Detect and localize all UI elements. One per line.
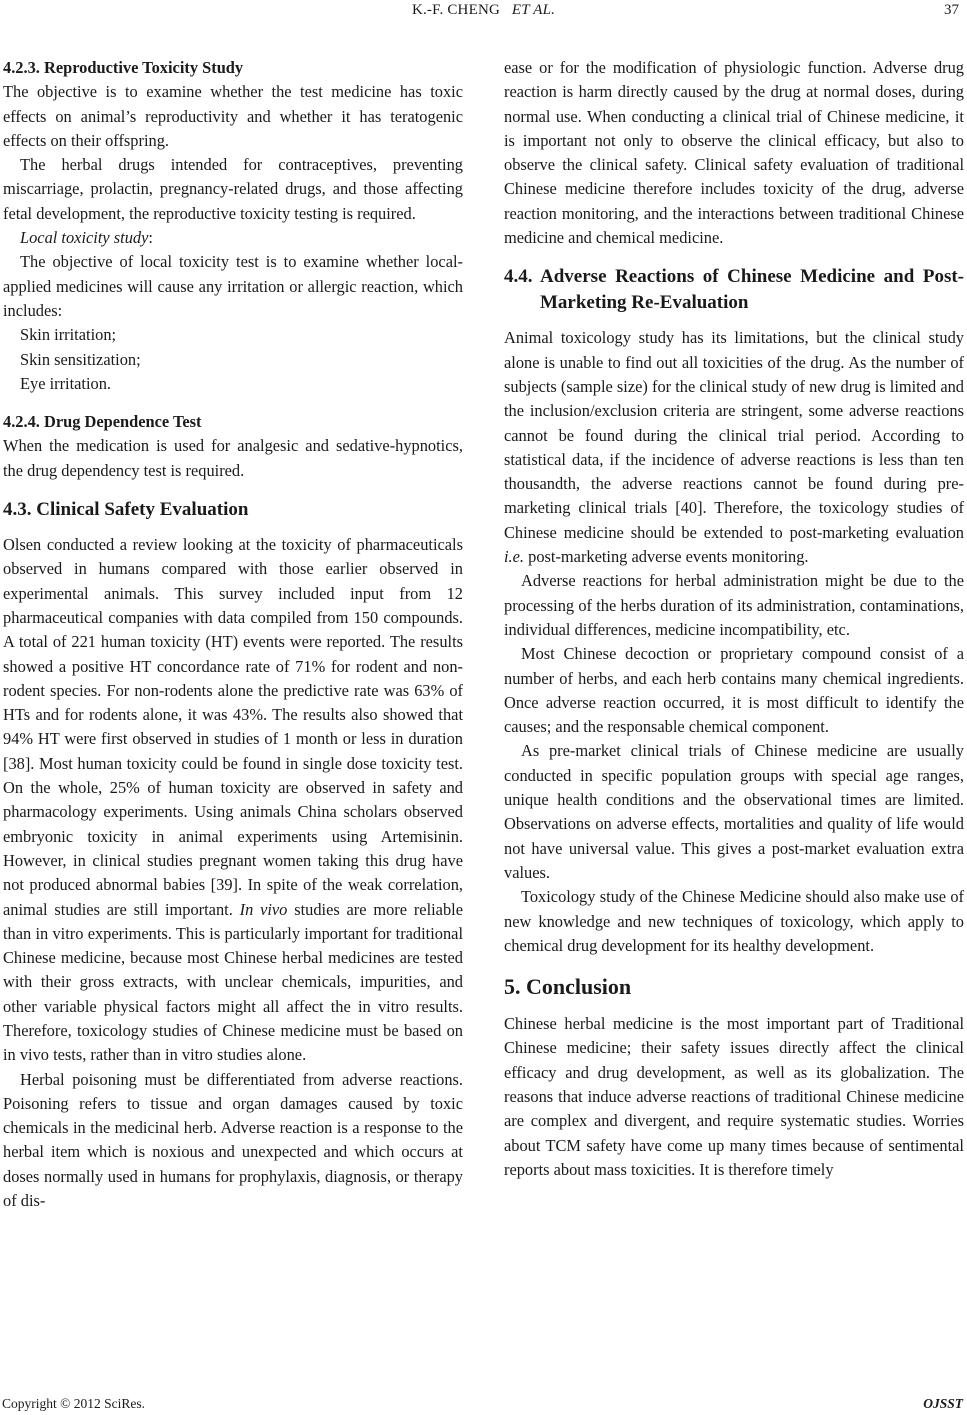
paragraph: The objective of local toxicity test is to examine whether local-applied medicines will cause any irritation or allergic reaction, which includes:: [3, 252, 463, 320]
paragraph: The herbal drugs intended for contraceptives, preventing miscarriage, prolactin, pregnancy-related drugs, and those affecting fetal development, the reproductive toxicity testing is required.: [3, 155, 463, 223]
heading-4-2-4: 4.2.4. Drug Dependence Test: [3, 412, 202, 432]
author-etal: ET AL.: [511, 2, 556, 18]
paragraph: As pre-market clinical trials of Chinese medicine are usually conducted in specific population groups with special age ranges, unique health conditions and the observational times are limited. Observations on adverse effects, mortalities and quality of life would not have universal value. This gives a post-market evaluation extra values.: [504, 741, 964, 882]
left-column: [3, 56, 463, 1213]
paragraph: The objective is to examine whether the test medicine has toxic effects on animal’s reproductivity and whether it has teratogenic effects on their offspring.: [3, 82, 463, 150]
list-item: Skin irritation;: [20, 325, 117, 345]
heading-4-3: 4.3. Clinical Safety Evaluation: [3, 499, 249, 521]
paragraph: Chinese herbal medicine is the most important part of Traditional Chinese medicine; their safety issues directly affect the clinical efficacy and drug development, as well as its globalization. The reasons that induce adverse reactions of traditional Chinese medicine are complex and divergent, and require systematic studies. Worries about TCM safety have come up many times because of sentimental reports about mass toxicities. It is therefore timely: [504, 1014, 964, 1179]
colon: :: [148, 228, 153, 248]
ie: i.e.: [504, 547, 525, 567]
local-toxicity-label: [3, 226, 463, 250]
heading-4-4: 4.4. Adverse Reactions of Chinese Medicine and Post-Marketing Re-Evaluation: [504, 266, 964, 314]
author-prefix: K.-F. CHENG: [411, 2, 501, 18]
journal-name: OJSST: [923, 1396, 963, 1411]
text: studies are more reliable than in vitro experiments. This is particularly important for traditional Chinese medicine, because most Chinese herbal medicines are tested with their gross extracts, with unclear chemicals, impurities, and other variable physical factors might all affect the in vitro results. Therefore, toxicology studies of Chinese medicine must be based on in vivo tests, rather than in vitro studies alone.: [3, 899, 463, 1065]
paragraph: ease or for the modification of physiologic function. Adverse drug reaction is harm directly caused by the drug at normal doses, during normal use. When conducting a clinical trial of Chinese medicine, it is important not only to observe the clinical efficacy, but also to observe the clinical safety. Clinical safety evaluation of traditional Chinese medicine therefore includes toxicity of the drug, adverse reaction monitoring, and the interactions between traditional Chinese medicine and chemical medicine.: [504, 58, 964, 248]
paragraph: Toxicology study of the Chinese Medicine should also make use of new knowledge and new techniques of toxicology, which apply to chemical drug development for its healthy development.: [504, 887, 964, 955]
list-item: Eye irritation.: [20, 373, 112, 393]
right-column: [504, 56, 964, 1182]
paragraph: [3, 533, 463, 1068]
local-toxicity-title: Local toxicity study: [20, 228, 149, 248]
paragraph: [504, 326, 964, 569]
heading-4-2-3: 4.2.3. Reproductive Toxicity Study: [3, 58, 244, 77]
running-title: [0, 2, 967, 19]
paragraph: When the medication is used for analgesic and sedative-hypnotics, the drug dependency test is required.: [3, 436, 463, 480]
text: post-marketing adverse events monitoring.: [528, 547, 809, 567]
page-number: 37: [944, 2, 959, 18]
in-vivo: In vivo: [239, 899, 288, 919]
copyright: Copyright © 2012 SciRes.: [2, 1396, 146, 1411]
text: Olsen conducted a review looking at the toxicity of pharmaceuticals observed in humans compared with those earlier observed in experimental animals. This survey included input from 12 pharmaceutical companies with data compiled from 150 compounds. A total of 221 human toxicity (HT) events were reported. The results showed a positive HT concordance rate of 71% for rodent and non-rodent species. For non-rodents alone the predictive rate was 63% of HTs and for rodents alone, it was 43%. The results also showed that 94% HT were first observed in studies of 1 month or less in duration [38]. Most human toxicity could be found in single dose toxicity test. On the whole, 25% of human toxicity are observed in safety and pharmacology experiments. Using animals China scholars observed embryonic toxicity in animal experiments using Artemisinin. However, in clinical studies pregnant women taking this drug have not produced abnormal babies [39]. In spite of the weak correlation, animal studies are still important.: [3, 535, 463, 919]
running-header: [0, 0, 967, 28]
text: Animal toxicology study has its limitations, but the clinical study alone is unable to find out all toxicities of the drug. As the number of subjects (sample size) for the clinical study of new drug is limited and the inclusion/exclusion criteria are stringent, some adverse reactions cannot be found during the clinical trial period. According to statistical data, if the incidence of adverse reactions is less than ten thousandth, the adverse reactions cannot be found during pre-marketing clinical trials [40]. Therefore, the toxicology studies of Chinese medicine should be extended to post-marketing evaluation: [504, 328, 964, 542]
paragraph: Adverse reactions for herbal administration might be due to the processing of the herbs duration of its administration, contaminations, individual differences, medicine incompatibility, etc.: [504, 571, 964, 639]
paragraph: Most Chinese decoction or proprietary compound consist of a number of herbs, and each herb contains many chemical ingredients. Once adverse reaction occurred, it is most difficult to identify the causes; and the responsable chemical component.: [504, 644, 964, 737]
heading-5: 5. Conclusion: [504, 974, 632, 1000]
paragraph: Herbal poisoning must be differentiated from adverse reactions. Poisoning refers to tissue and organ damages caused by toxic chemicals in the medicinal herb. Adverse reaction is a response to the herbal item which is noxious and unexpected and which occurs at doses normally used in humans for prophylaxis, diagnosis, or therapy of dis-: [3, 1069, 463, 1211]
list-item: Skin sensitization;: [20, 349, 141, 369]
